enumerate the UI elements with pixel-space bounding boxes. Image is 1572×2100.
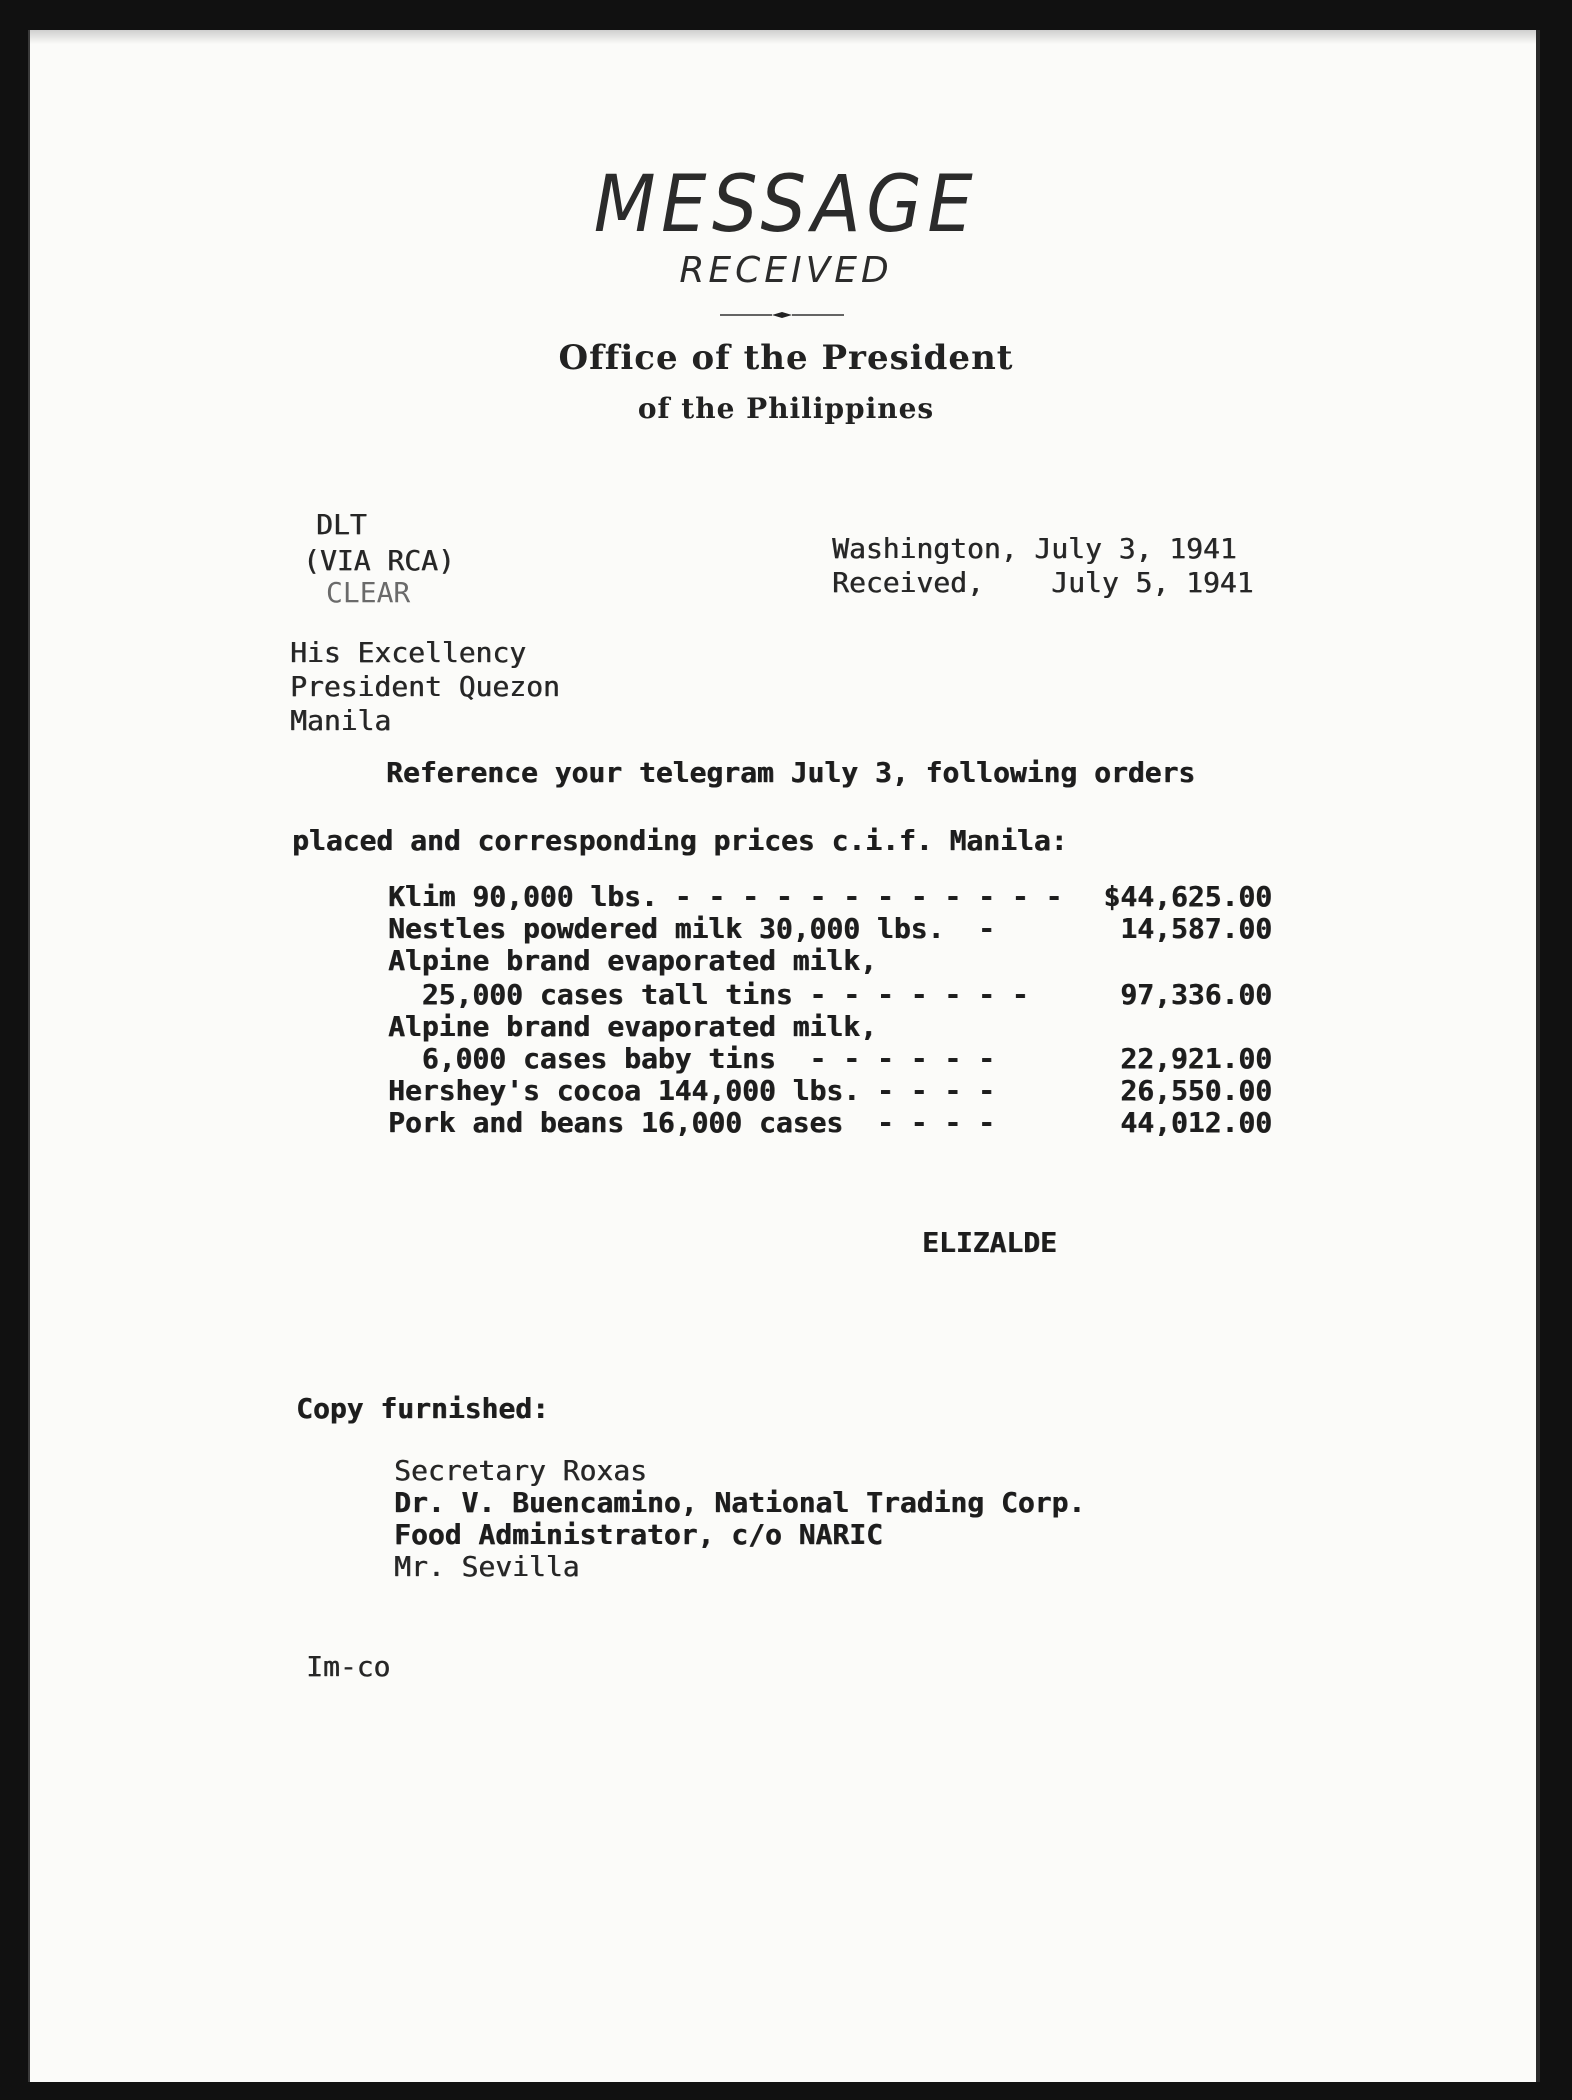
page-edge (30, 30, 1536, 44)
letterhead-country: of the Philippines (637, 392, 935, 425)
copy-recipient: Food Administrator, c/o NARIC (394, 1518, 883, 1551)
message-status: CLEAR (326, 576, 411, 609)
order-amount: 22,921.00 (1120, 1042, 1272, 1075)
order-amount: 14,587.00 (1120, 912, 1272, 945)
order-row (388, 944, 1272, 978)
order-amount: 26,550.00 (1120, 1074, 1272, 1107)
body-line: placed and corresponding prices c.i.f. Manila: (292, 824, 1068, 857)
order-row (388, 1010, 1272, 1044)
order-row (388, 880, 1272, 914)
copy-recipient: Mr. Sevilla (394, 1550, 580, 1583)
addressee-line: President Quezon (290, 670, 560, 703)
ornament-divider (720, 312, 844, 318)
order-item: 25,000 cases tall tins - - - - - - - (388, 978, 1029, 1011)
copy-recipient: Dr. V. Buencamino, National Trading Corp. (394, 1486, 1086, 1519)
order-row (388, 1042, 1272, 1076)
received-date: Received, July 5, 1941 (832, 566, 1254, 599)
order-row (388, 912, 1272, 946)
order-item: Alpine brand evaporated milk, (388, 944, 877, 977)
letterhead-subtitle: RECEIVED (679, 250, 893, 291)
copy-heading: Copy furnished: (296, 1392, 549, 1425)
body-line: Reference your telegram July 3, following orders (386, 756, 1196, 789)
order-amount: 97,336.00 (1120, 978, 1272, 1011)
order-item: Klim 90,000 lbs. - - - - - - - - - - - - (388, 880, 1063, 913)
order-item: Nestles powdered milk 30,000 lbs. - (388, 912, 995, 945)
order-item: 6,000 cases baby tins - - - - - - (388, 1042, 995, 1075)
reference-initials: Im-co (306, 1650, 391, 1683)
message-via: (VIA RCA) (303, 544, 455, 577)
sent-date: Washington, July 3, 1941 (832, 532, 1237, 565)
message-type: DLT (316, 508, 367, 541)
order-item: Alpine brand evaporated milk, (388, 1010, 877, 1043)
order-amount: $44,625.00 (1103, 880, 1272, 913)
order-item: Pork and beans 16,000 cases - - - - (388, 1106, 995, 1139)
addressee-line: Manila (290, 704, 392, 737)
order-amount: 44,012.00 (1120, 1106, 1272, 1139)
order-row (388, 1106, 1272, 1140)
addressee-line: His Excellency (290, 636, 527, 669)
order-row (388, 1074, 1272, 1108)
order-item: Hershey's cocoa 144,000 lbs. - - - - (388, 1074, 995, 1107)
letterhead-office: Office of the President (558, 338, 1014, 378)
letterhead-title: MESSAGE (593, 160, 979, 250)
signature: ELIZALDE (922, 1226, 1057, 1259)
order-row (388, 978, 1272, 1012)
copy-recipient: Secretary Roxas (394, 1454, 647, 1487)
